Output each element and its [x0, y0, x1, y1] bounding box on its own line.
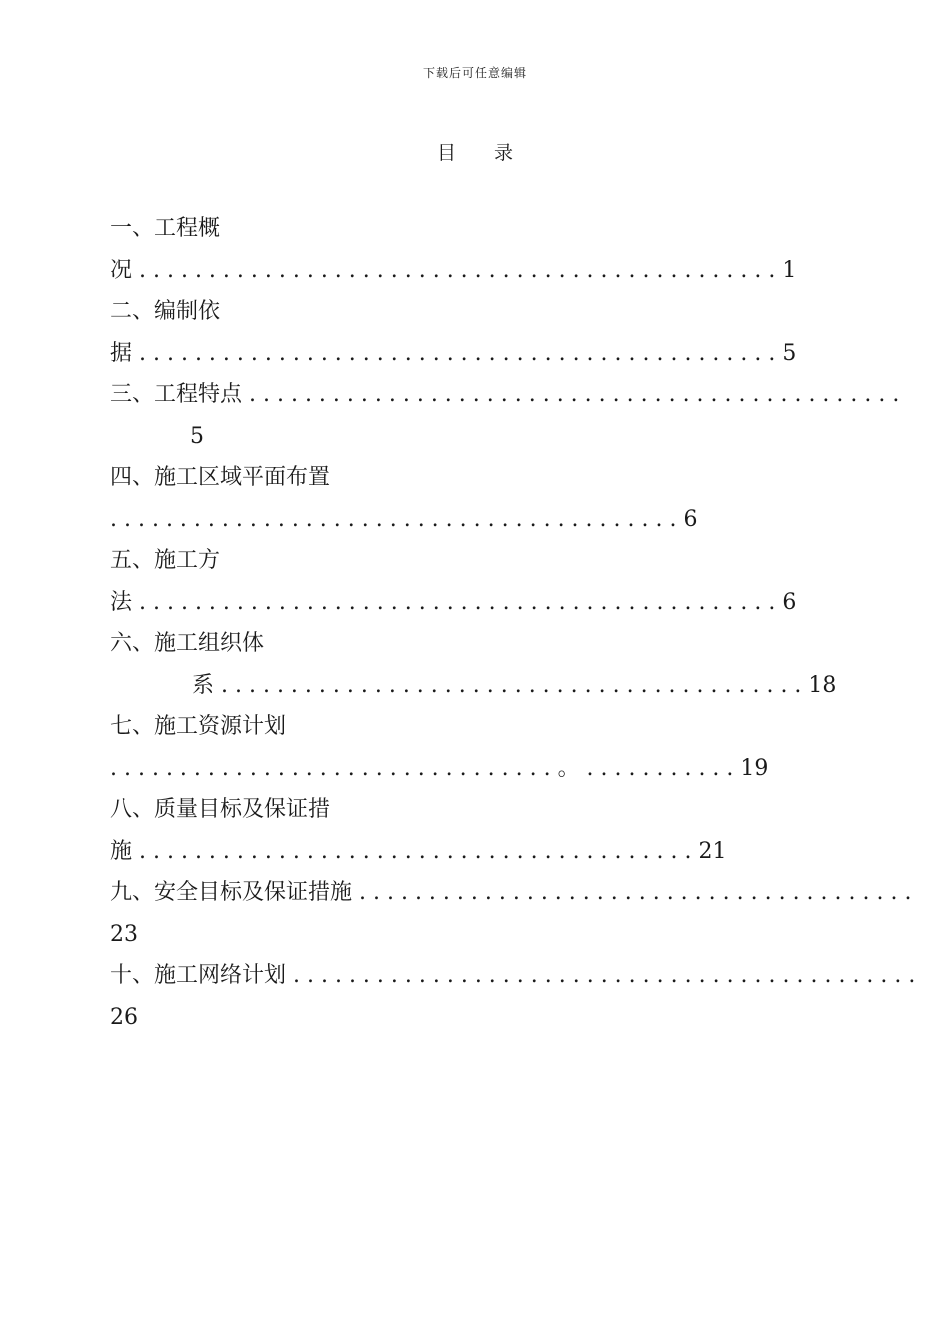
toc-line-4: 据 . . . . . . . . . . . . . . . . . . . . . . . . . . . . . . . . . . . . . . . . . . . . . . 5 — [110, 341, 797, 366]
toc-line-6: 5 — [190, 424, 204, 449]
toc-line-9: 五、施工方 — [110, 548, 221, 573]
page-header: 下载后可任意编辑 — [422, 66, 527, 80]
title-char-2: 录 — [494, 142, 514, 164]
toc-line-13: 七、施工资源计划 — [110, 714, 287, 739]
toc-line-20: 26 — [110, 1005, 138, 1030]
toc-line-1: 一、工程概 — [110, 216, 221, 241]
toc-line-5: 三、工程特点 . . . . . . . . . . . . . . . . . . . . . . . . . . . . . . . . . . . . . . . . . . . . . . . — [110, 382, 900, 407]
toc-line-12: 系 . . . . . . . . . . . . . . . . . . . . . . . . . . . . . . . . . . . . . . . . . . 18 — [192, 673, 837, 698]
toc-line-7: 四、施工区域平面布置 — [110, 465, 331, 490]
toc-line-2: 况 . . . . . . . . . . . . . . . . . . . . . . . . . . . . . . . . . . . . . . . . . . . . . . 1 — [110, 258, 797, 283]
toc-line-18: 23 — [110, 922, 138, 947]
toc-line-11: 六、施工组织体 — [110, 631, 265, 656]
page-title — [0, 138, 950, 165]
toc-line-8: . . . . . . . . . . . . . . . . . . . . . . . . . . . . . . . . . . . . . . . . . 6 — [110, 507, 698, 532]
toc-line-15: 八、质量目标及保证措 — [110, 797, 331, 822]
toc-line-19: 十、施工网络计划 . . . . . . . . . . . . . . . . . . . . . . . . . . . . . . . . . . . . . . . . . . . . . — [110, 963, 916, 988]
toc-line-17: 九、安全目标及保证措施 . . . . . . . . . . . . . . . . . . . . . . . . . . . . . . . . . . . . . . . . — [110, 880, 912, 905]
title-char-1: 目 — [436, 142, 456, 164]
toc-line-16: 施 . . . . . . . . . . . . . . . . . . . . . . . . . . . . . . . . . . . . . . . . 21 — [110, 839, 727, 864]
toc-line-10: 法 . . . . . . . . . . . . . . . . . . . . . . . . . . . . . . . . . . . . . . . . . . . . . . 6 — [110, 590, 797, 615]
toc-line-3: 二、编制依 — [110, 299, 221, 324]
toc-line-14: . . . . . . . . . . . . . . . . . . . . . . . . . . . . . . . . 。 . . . . . . . . . . . 19 — [110, 756, 769, 781]
